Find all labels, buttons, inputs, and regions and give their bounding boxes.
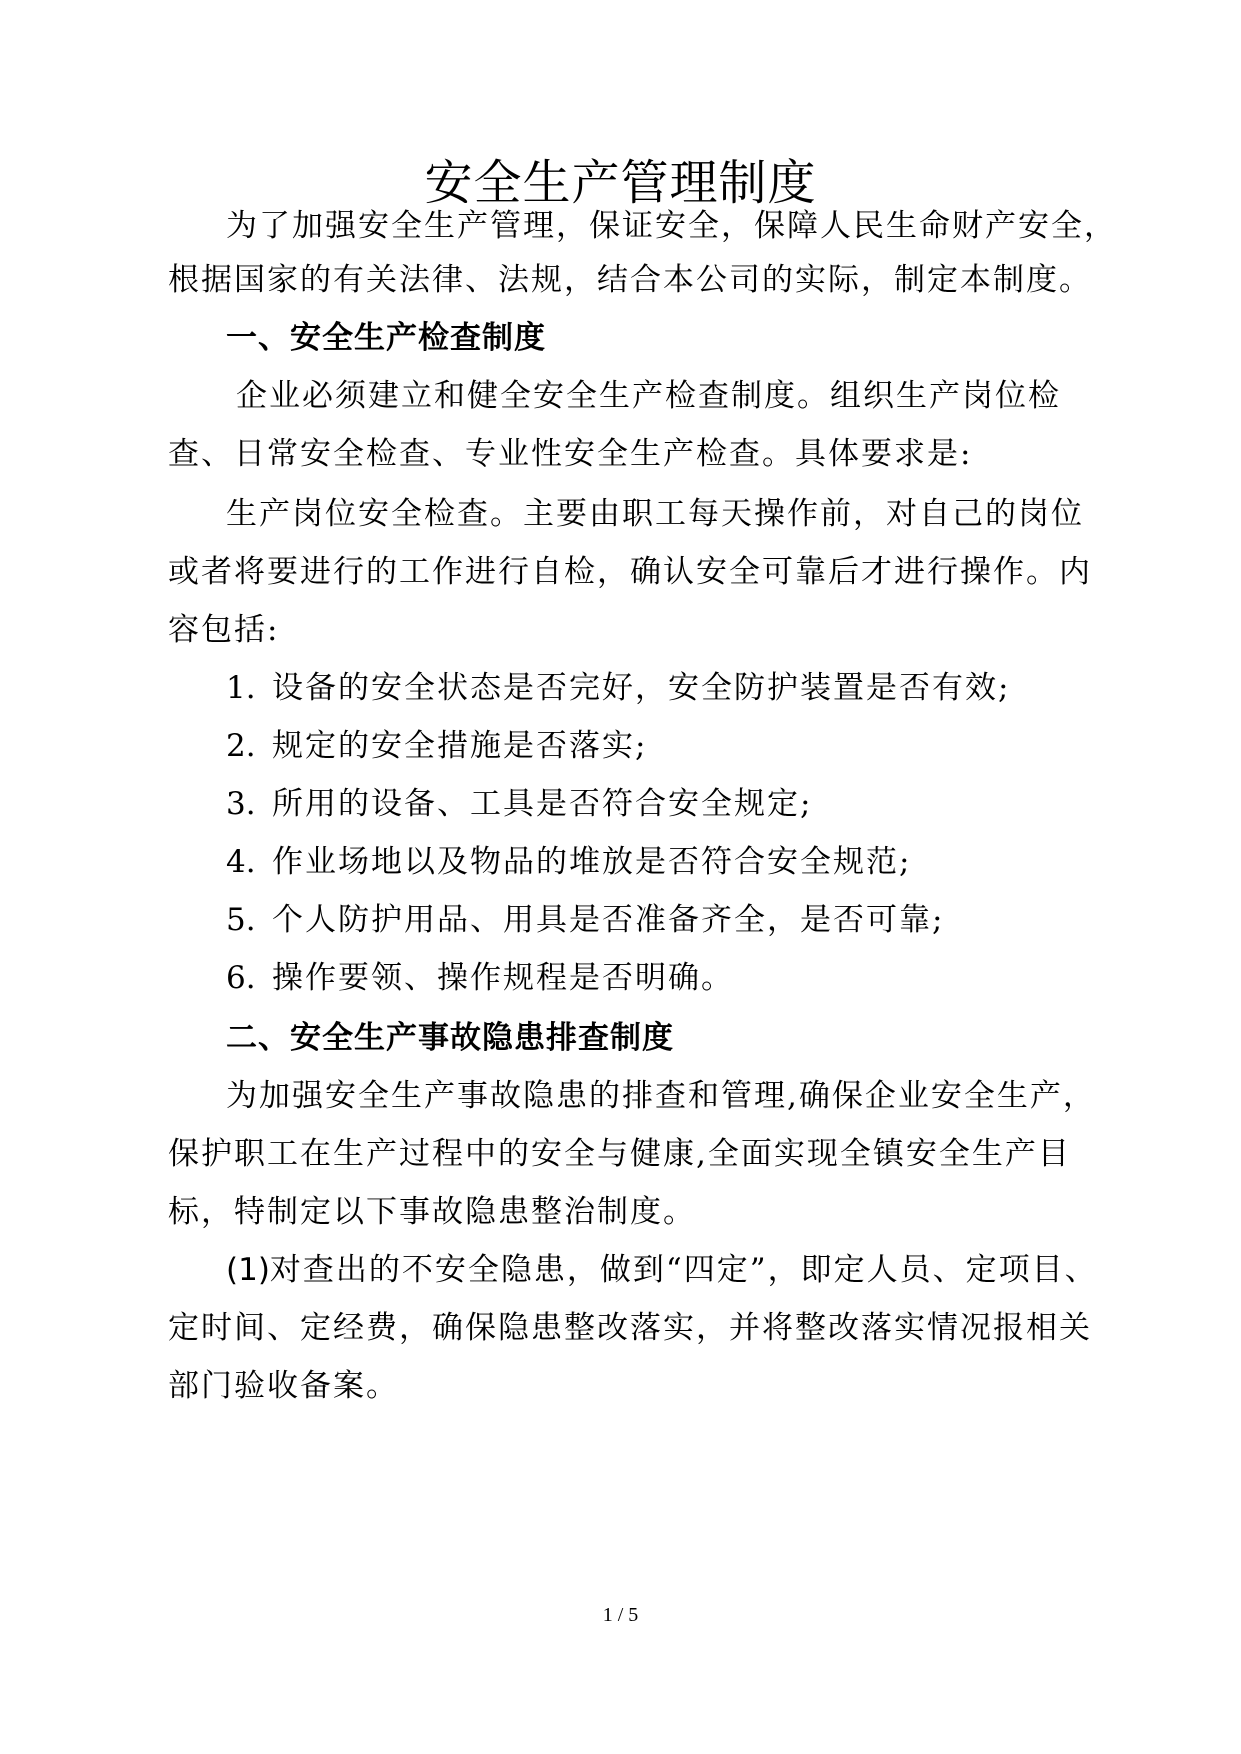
section1-para2-line-1: 生产岗位安全检查。主要由职工每天操作前，对自己的岗位 [226, 496, 1084, 532]
section2-para2-line-1-text: 对查出的不安全隐患，做到“四定”，即定人员、定项目、 [269, 1252, 1098, 1288]
section2-para2-line-2: 定时间、定经费，确保隐患整改落实，并将整改落实情况报相关 [168, 1310, 1092, 1346]
page-number: 1 / 5 [602, 1604, 639, 1626]
section1-para1-line-1: 企业必须建立和健全安全生产检查制度。组织生产岗位检 [236, 378, 1061, 414]
section2-para2-prefix: (1) [226, 1252, 270, 1288]
list-item-text: 设备的安全状态是否完好，安全防护装置是否有效; [272, 670, 1011, 706]
list-item-number: 6. [226, 960, 256, 996]
section1-para2-line-3: 容包括: [168, 612, 280, 648]
section1-para2-line-2: 或者将要进行的工作进行自检，确认安全可靠后才进行操作。内 [168, 554, 1092, 590]
list-item [226, 954, 734, 1002]
intro-line-2: 根据国家的有关法律、法规，结合本公司的实际，制定本制度。 [168, 262, 1092, 298]
section2-para1-line-1: 为加强安全生产事故隐患的排查和管理,确保企业安全生产， [226, 1078, 1096, 1114]
list-item-text: 规定的安全措施是否落实; [272, 728, 648, 764]
list-item [226, 780, 812, 828]
list-item-number: 3. [226, 786, 256, 822]
section2-para1-line-2: 保护职工在生产过程中的安全与健康,全面实现全镇安全生产目 [168, 1136, 1071, 1172]
intro-line-1: 为了加强安全生产管理，保证安全，保障人民生命财产安全， [226, 208, 1117, 244]
list-item-text: 操作要领、操作规程是否明确。 [272, 960, 734, 996]
list-item-number: 5. [226, 902, 256, 938]
list-item [226, 722, 647, 770]
list-item-number: 2. [226, 728, 256, 764]
section-heading-2: 二、安全生产事故隐患排查制度 [226, 1020, 674, 1056]
list-item-number: 1. [226, 670, 256, 706]
list-item [226, 838, 911, 886]
section-heading-1: 一、安全生产检查制度 [226, 320, 546, 356]
document-title: 安全生产管理制度 [424, 155, 817, 211]
list-item-text: 所用的设备、工具是否符合安全规定; [272, 786, 813, 822]
list-item [226, 896, 944, 944]
section1-para1-line-2: 查、日常安全检查、专业性安全生产检查。具体要求是: [168, 436, 973, 472]
section2-para2-line-1 [226, 1246, 1098, 1294]
list-item-text: 个人防护用品、用具是否准备齐全，是否可靠; [272, 902, 945, 938]
list-item [226, 664, 1010, 712]
list-item-text: 作业场地以及物品的堆放是否符合安全规范; [272, 844, 912, 880]
section2-para1-line-3: 标，特制定以下事故隐患整治制度。 [168, 1194, 696, 1230]
list-item-number: 4. [226, 844, 256, 880]
section2-para2-line-3: 部门验收备案。 [168, 1368, 399, 1404]
